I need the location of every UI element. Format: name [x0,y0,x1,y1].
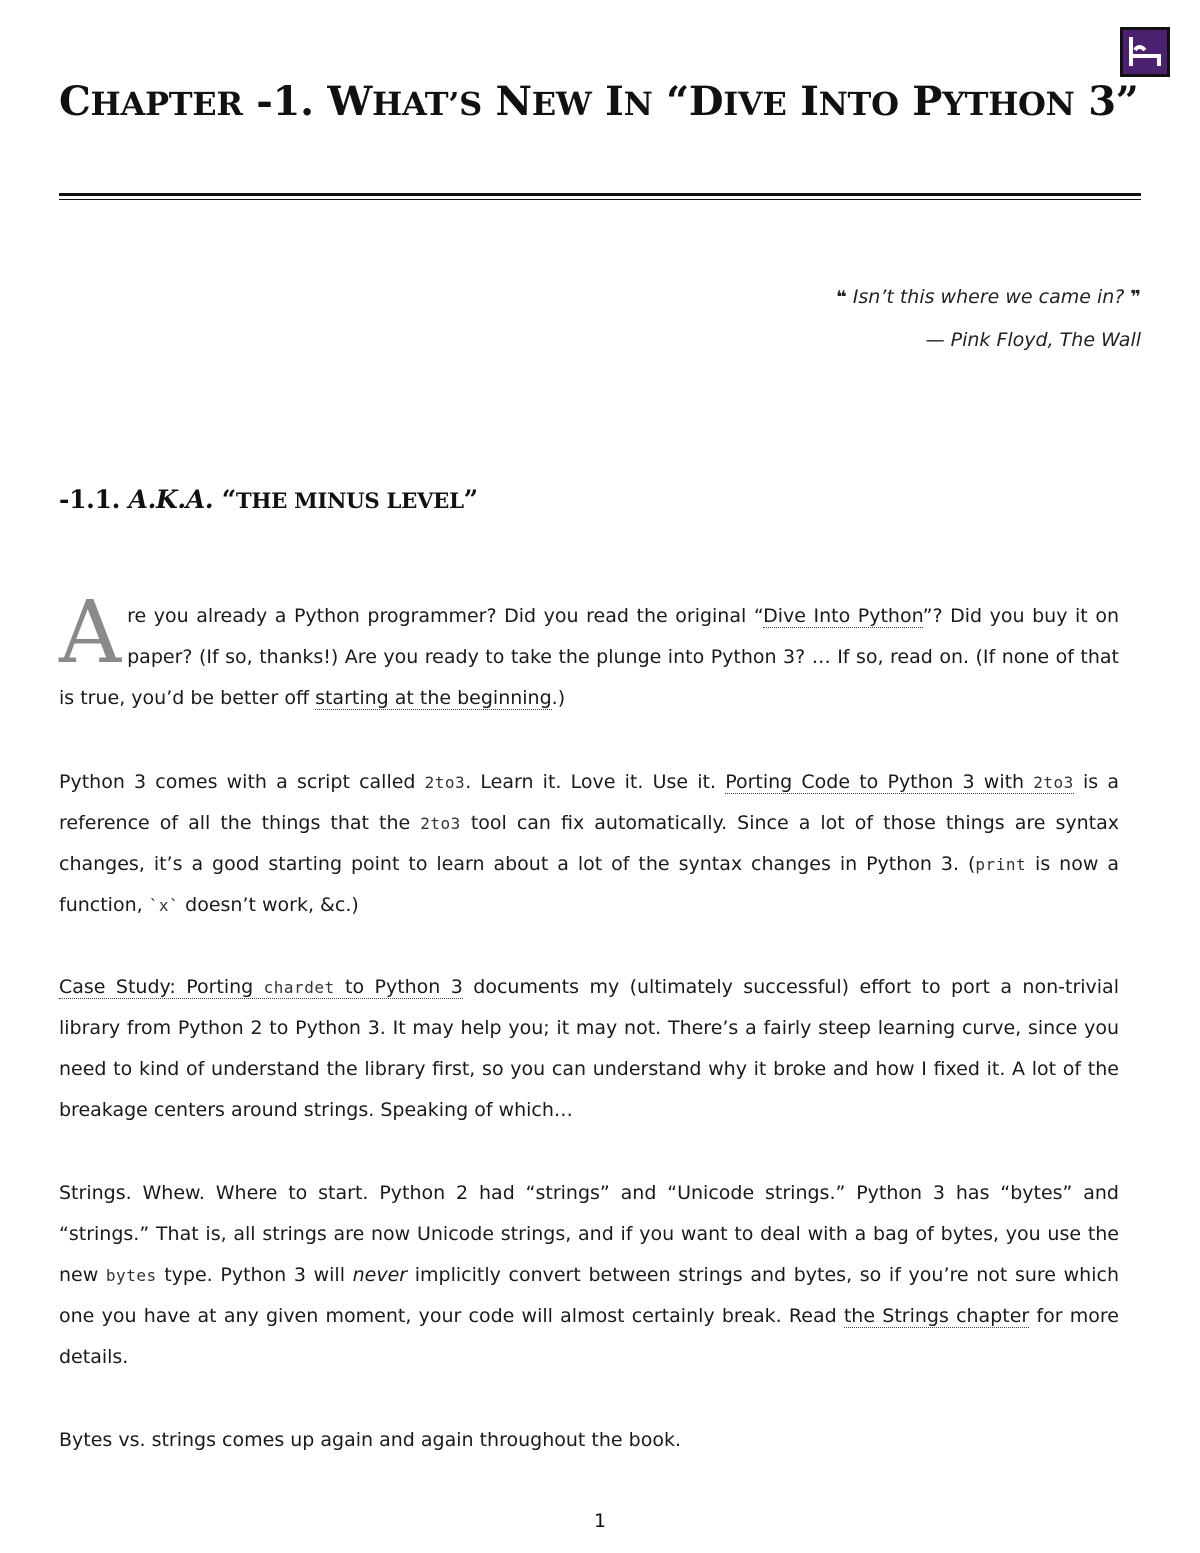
chapter-title-word: NTO [818,85,899,123]
chapter-title-word: N [623,85,653,123]
chapter-title [59,72,1141,134]
link-text: Case Study: Porting [59,976,264,998]
paragraph-text: is now a function, [59,853,1119,916]
chapter-title-word: N [481,78,532,125]
chapter-title-word: EW [531,85,592,123]
chapter-title-word: HAPTER [90,85,243,123]
chapter-title-word: C [59,78,91,125]
inline-code: `x` [148,896,180,915]
chapter-title-word: -1. [242,78,328,125]
link-text: Porting Code to Python 3 with [725,771,1034,793]
chapter-title-word: HAT’S [372,85,482,123]
section-title-close-quote: ” [463,485,478,514]
chapter-title-word: 3” [1074,78,1139,125]
section-heading [59,480,478,522]
drop-cap: A [59,583,122,683]
paragraph-strings [59,1173,1119,1378]
inline-code: chardet [263,978,335,997]
inline-code: 2to3 [424,773,466,792]
inline-code: bytes [105,1266,157,1285]
paragraph-text: .) [551,687,566,709]
link-case-study-chardet[interactable] [59,976,463,999]
paragraph-text: for more details. [59,1305,1119,1368]
chapter-title-word: I [786,78,819,125]
page-number: 1 [593,1510,607,1532]
paragraph-text: Bytes vs. strings comes up again and again throughout the book. [59,1429,681,1451]
epigraph-quote [836,276,1141,319]
bed-icon[interactable] [1120,27,1170,77]
paragraph-text: Strings. Whew. Where to start. Python 2 had “strings” and “Unicode strings.” Python 3 has “bytes” and “strings.” That is, all strings are now Unicode strings, and if you want to deal with a bag of bytes, you use the new [59,1182,1119,1286]
chapter-title-word: IVE [723,85,787,123]
chapter-title-word: W [327,78,373,125]
inline-code: 2to3 [1033,773,1074,792]
link-starting-at-beginning[interactable]: starting at the beginning [315,687,552,709]
paragraph-text: doesn’t work, &c.) [179,894,359,916]
paragraph-text: is a reference of all the things that the [59,771,1119,834]
section-aka: A.K.A. [128,485,214,514]
link-porting-code[interactable] [725,771,1074,794]
bed-icon-graphic [1123,30,1167,74]
chapter-title-word: I [591,78,624,125]
chapter-title-word: YTHON [942,85,1075,123]
paragraph-2to3 [59,762,1119,926]
section-title-open-quote: “ [213,485,236,514]
link-text: to Python 3 [334,976,463,998]
paragraph-text: implicitly convert between strings and bytes, so if you’re not sure which one you have at any given moment, your code will almost certainly break. Read [59,1264,1119,1327]
epigraph-quote-text: Isn’t this where we came in? [846,286,1131,308]
inline-code: print [975,855,1027,874]
epigraph-attribution: — Pink Floyd, The Wall [925,329,1141,351]
title-divider [59,193,1141,200]
close-quote-icon: ❞ [1130,287,1141,308]
paragraph-text: re you already a Python programmer? Did you read the original “ [127,605,764,627]
paragraph-text: documents my (ultimately successful) effort to port a non-trivial library from Python 2 to Python 3. It may help you; it may not. There’s a fairly steep learning curve, since you need to kind of understand the library first, so you can understand why it broke and how I fixed it. A lot of the breakage centers around strings. Speaking of which… [59,976,1119,1121]
section-number: -1.1. [59,485,129,514]
emphasis: never [352,1264,408,1286]
link-dive-into-python[interactable]: Dive Into Python [763,605,923,627]
open-quote-icon: ❝ [836,287,847,308]
paragraph-text: tool can fix automatically. Since a lot of those things are syntax changes, it’s a good starting point to learn about a lot of the syntax changes in Python 3. ( [59,812,1119,875]
chapter-title-word: “D [652,78,724,125]
paragraph-text: Python 3 comes with a script called [59,771,425,793]
paragraph-text: ”? Did you buy it on paper? (If so, thanks!) Are you ready to take the plunge into Python 3? … If so, read on. (If none of that is true, you’d be better off [59,605,1119,709]
paragraph-case-study [59,967,1119,1131]
paragraph-text: type. Python 3 will [156,1264,353,1286]
paragraph-text: . Learn it. Love it. Use it. [465,771,726,793]
paragraph-bytes [59,1420,1119,1461]
section-title: THE MINUS LEVEL [235,489,464,514]
paragraph-intro [59,583,1119,719]
epigraph [836,276,1141,362]
inline-code: 2to3 [420,814,461,833]
link-strings-chapter[interactable]: the Strings chapter [843,1305,1030,1327]
chapter-title-word: P [898,78,943,125]
